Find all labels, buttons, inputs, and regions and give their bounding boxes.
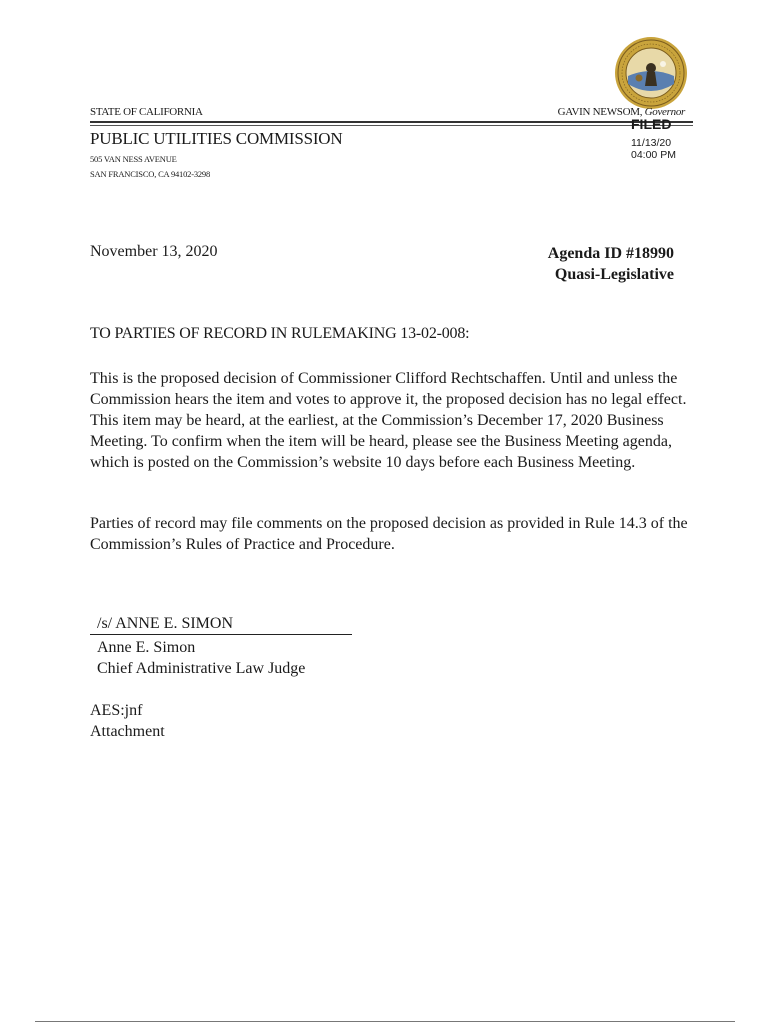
governor-line: GAVIN NEWSOM, Governor	[557, 106, 685, 118]
state-label: STATE OF CALIFORNIA	[90, 106, 203, 118]
address-line-2: SAN FRANCISCO, CA 94102-3298	[90, 169, 211, 179]
governor-title: Governor	[644, 106, 685, 118]
filed-date: 11/13/20	[631, 137, 672, 149]
signature-line: /s/ ANNE E. SIMON	[90, 615, 352, 635]
page-bottom-rule	[35, 1021, 735, 1022]
signer-title: Chief Administrative Law Judge	[97, 660, 306, 677]
addressee: TO PARTIES OF RECORD IN RULEMAKING 13-02-008:	[90, 325, 470, 342]
typist-initials: AES:jnf	[90, 702, 143, 719]
commission-name: PUBLIC UTILITIES COMMISSION	[90, 129, 343, 148]
attachment-note: Attachment	[90, 723, 165, 740]
letter-date: November 13, 2020	[90, 243, 218, 260]
california-puc-seal-icon	[614, 36, 688, 110]
filed-stamp-datetime	[631, 137, 676, 161]
body-paragraph-2: Parties of record may file comments on the proposed decision as provided in Rule 14.3 of the Commission’s Rules of Practice and Procedure.	[90, 515, 688, 553]
body-paragraph-1: This is the proposed decision of Commissioner Clifford Rechtschaffen. Until and unless the Commission hears the item and votes to approve it, the proposed decision has no legal effect. This item may be heard, at the earliest, at the Commission’s December 17, 2020 Business Meeting. To confirm when the item will be heard, please see the Business Meeting agenda, which is posted on the Commission’s website 10 days before each Business Meeting.	[90, 370, 687, 471]
agenda-block	[548, 243, 674, 285]
proceeding-type: Quasi-Legislative	[554, 266, 674, 283]
governor-name: GAVIN NEWSOM	[557, 106, 640, 118]
signer-name: Anne E. Simon	[97, 639, 196, 656]
filed-time: 04:00 PM	[631, 149, 676, 161]
agenda-id: Agenda ID #18990	[547, 245, 674, 262]
filed-stamp-label: FILED	[631, 116, 672, 132]
header-rule-thick	[90, 121, 693, 123]
address-line-1: 505 VAN NESS AVENUE	[90, 154, 177, 164]
header-rule-thin	[90, 125, 693, 126]
